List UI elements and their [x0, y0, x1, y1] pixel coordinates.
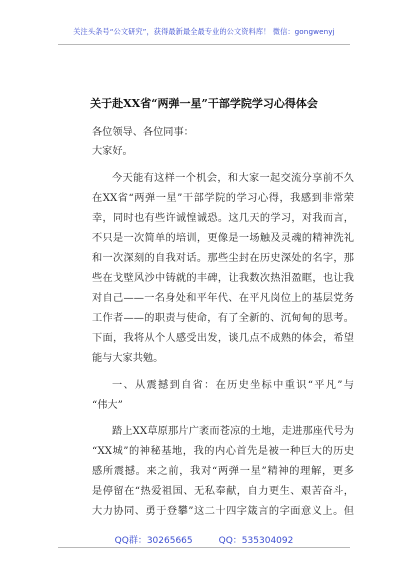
paragraph-line: 和一次深刻的自我对话。那些尘封在历史深处的名字，那	[92, 253, 354, 264]
paragraph-line: 工作者——的职责与使命，有了全新的、沉甸甸的思考。	[92, 313, 354, 324]
salutation-line: 各位领导、各位同事：	[92, 127, 194, 138]
section-heading: “伟大”	[92, 400, 123, 411]
paragraph-line: 是停留在“热爱祖国、无私奉献，自力更生、艰苦奋斗，	[92, 486, 354, 497]
paragraph-line: 幸，同时也有些许诚惶诚恐。这几天的学习，对我而言，	[92, 213, 354, 224]
paragraph-line: 感所震撼。来之前，我对“两弹一星”精神的理解，更多	[92, 466, 354, 477]
footer-divider	[58, 547, 350, 548]
footer-contact	[20, 533, 388, 546]
header-divider	[58, 44, 350, 45]
paragraph-line: 今天能有这样一个机会，和大家一起交流分享前不久	[112, 173, 354, 184]
section-heading: 一、从震撼到自省：在历史坐标中重识“平凡”与	[112, 380, 354, 391]
paragraph-line: 下面，我将从个人感受出发，谈几点不成熟的体会，希望	[92, 333, 354, 344]
qq-number-text[interactable]: QQ：535304092	[218, 536, 294, 546]
paragraph-line: 对自己——一名身处和平年代、在平凡岗位上的基层党务	[92, 293, 354, 304]
paragraph-line: 大力协同、勇于登攀”这二十四字箴言的字面意义上。但	[92, 506, 354, 517]
qq-group-text[interactable]: QQ群：30265665	[114, 536, 193, 546]
document-title: 关于赴XX省“两弹一星”干部学院学习心得体会	[90, 97, 318, 110]
paragraph-line: 些在戈壁风沙中铸就的丰碑，让我数次热泪盈眶，也让我	[92, 273, 354, 284]
paragraph-line: 不只是一次简单的培训，更像是一场触及灵魂的精神洗礼	[92, 233, 354, 244]
header-banner[interactable]: 关注头条号“公文研究”，获得最新最全最专业的公文资料库！ 微信：gongwenyj	[73, 27, 335, 36]
paragraph-line: 踏上XX草原那片广袤而苍凉的土地，走进那座代号为	[112, 426, 354, 437]
paragraph-line: 能与大家共勉。	[92, 353, 164, 364]
paragraph-line: 在XX省“两弹一星”干部学院的学习心得，我感到非常荣	[92, 193, 354, 204]
greeting-line: 大家好。	[92, 146, 133, 157]
paragraph-line: “XX城”的神秘基地，我的内心首先是被一种巨大的历史	[92, 446, 354, 457]
